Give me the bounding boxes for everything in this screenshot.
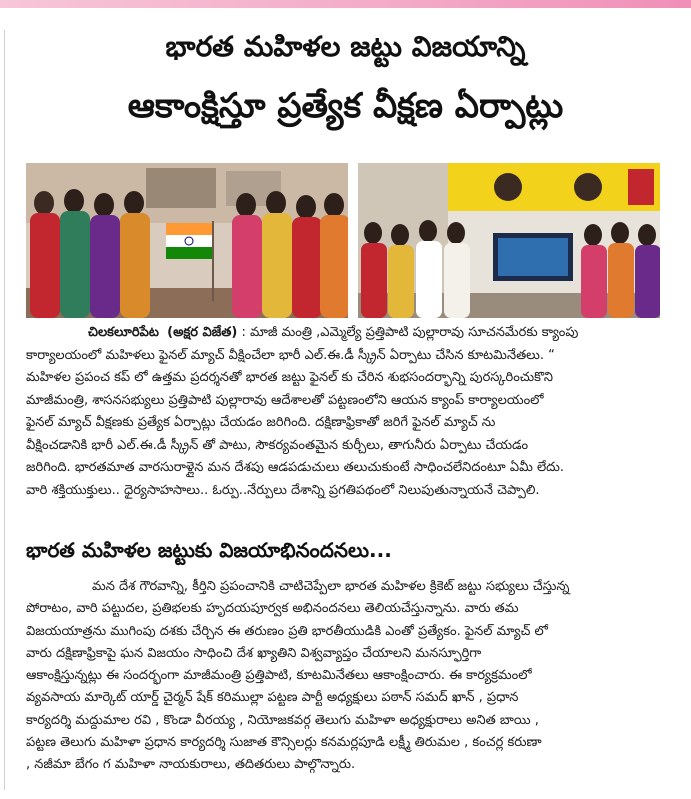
paragraph-line: , నజీమా బేగం గ మహిళా నాయకురాలు, తదితరులు పాల్గొన్నారు. <box>26 757 356 773</box>
paragraph-line: వారి శక్తియుక్తులు.. ధైర్యసాహసాలు.. ఓర్పు..నేర్పులు దేశాన్ని ప్రగతిపథంలో నిలుపుతున్నాయనే చెప్పాలి. <box>26 482 540 498</box>
paragraph-line: కార్యాలయంలో మహిళలు ఫైనల్ మ్యాచ్ వీక్షించేలా భారీ ఎల్.ఈ.డీ స్క్రీన్ ఏర్పాటు చేసిన కూటమినేతలు. “ <box>26 347 555 363</box>
paragraph-line: వ్యవసాయ మార్కెట్ యార్డ్ చైర్మన్ షేక్ కరిముల్లా పట్టణ పార్టీ అధ్యక్షులు పఠాన్ సమద్ ఖాన్ , ప్రధాన <box>26 690 519 706</box>
photo-screen-viewing <box>358 163 660 318</box>
paragraph-line: పోరాటం, వారి పట్టుదల, ప్రతిభలకు హృదయపూర్వక అభినందనలు తెలియచేస్తున్నాను. వారు తమ <box>26 601 519 617</box>
article-paragraph-2 <box>26 576 662 777</box>
article-subheading: భారత మహిళల జట్టుకు విజయాభినందనలు... <box>26 538 392 562</box>
paragraph-line: జరిగింది. భారతమాత వారసురాళ్లైన మన దేశపు ఆడపడుచులు తలుచుకుంటే సాధించలేనిదంటూ ఏమీ లేదు. <box>26 460 564 475</box>
headline-line-1: భారత మహిళల జట్టు విజయాన్ని <box>165 30 526 63</box>
paragraph-text: : మాజీ మంత్రి ,ఎమ్మెల్యే ప్రత్తిపాటి పుల్లారావు సూచనమేరకు క్యాంపు <box>241 325 579 340</box>
headline-line-2: ఆకాంక్షిస్తూ ప్రత్యేక వీక్షణ ఏర్పాట్లు <box>127 86 564 126</box>
paragraph-line: మన దేశ గౌరవాన్ని, కీర్తిని ప్రపంచానికి చాటిచెప్పేలా భారత మహిళల క్రికెట్ జట్టు సభ్యులు చేస్తున్న <box>92 579 570 594</box>
dateline-place: చిలకలూరిపేట <box>88 325 159 340</box>
paragraph-line: వారు దక్షిణాఫ్రికాపై ఘన విజయం సాధించి దేశ ఖ్యాతిని విశ్వవ్యాప్తం చేయాలని మనస్ఫూర్తిగా <box>26 645 482 661</box>
dateline-source: (అక్షర విజేత) <box>167 325 238 340</box>
paragraph-line: వీక్షించడానికి భారీ ఎల్.ఈ.డీ స్క్రీన్ తో పాటు, సౌకర్యవంతమైన కుర్చీలు, తాగునీరు ఏర్పాటు చేయడం <box>26 437 529 453</box>
paragraph-line: మాజీమంత్రి, శాసనసభ్యులు ప్రత్తిపాటి పుల్లారావు ఆదేశాలతో పట్టణంలోని ఆయన క్యాంప్ కార్యాలయంలో <box>26 392 544 408</box>
paragraph-line: పట్టణ తెలుగు మహిళా ప్రధాన కార్యదర్శి సుజాత కౌన్సిలర్లు కనమర్లపూడి లక్ష్మీ తిరుమల , కంచర్ల కరుణా <box>26 735 542 751</box>
paragraph-line: విజయయాత్రను ముగింపు దశకు చేర్చిన ఈ తరుణం ప్రతి భారతీయుడికి ఎంతో ప్రత్యేకం. ఫైనల్ మ్యాచ్ లో <box>26 623 548 639</box>
photo-women-with-flag <box>26 163 348 318</box>
paragraph-line: ఫైనల్ మ్యాచ్ వీక్షణకు ప్రత్యేక ఏర్పాట్లు చేయడం జరిగింది. దక్షిణాఫ్రికాతో జరిగే ఫైనల్ మ్యాచ్ ను <box>26 415 496 430</box>
paragraph-line: కార్యదర్శి మద్దుమాల రవి , కొండా వీరయ్య , నియోజకవర్గ తెలుగు మహిళా అధ్యక్షురాలు అనిత బాయి , <box>26 712 539 728</box>
column-rule <box>4 30 5 790</box>
paragraph-line <box>26 322 662 345</box>
paragraph-line: ఆకాంక్షిస్తున్నట్లు ఈ సందర్భంగా మాజీమంత్రి ప్రత్తిపాటి, కూటమినేతలు ఆకాంక్షించారు. ఈ కార్యక్రమంలో <box>26 668 532 684</box>
top-banner-strip <box>0 0 691 8</box>
paragraph-line: మహిళల ప్రపంచ కప్ లో ఉత్తమ ప్రదర్శనతో భారత జట్టు ఫైనల్ కు చేరిన శుభసందర్భాన్ని పురస్కరించుకొని <box>26 370 554 385</box>
article-paragraph-1 <box>26 322 662 502</box>
